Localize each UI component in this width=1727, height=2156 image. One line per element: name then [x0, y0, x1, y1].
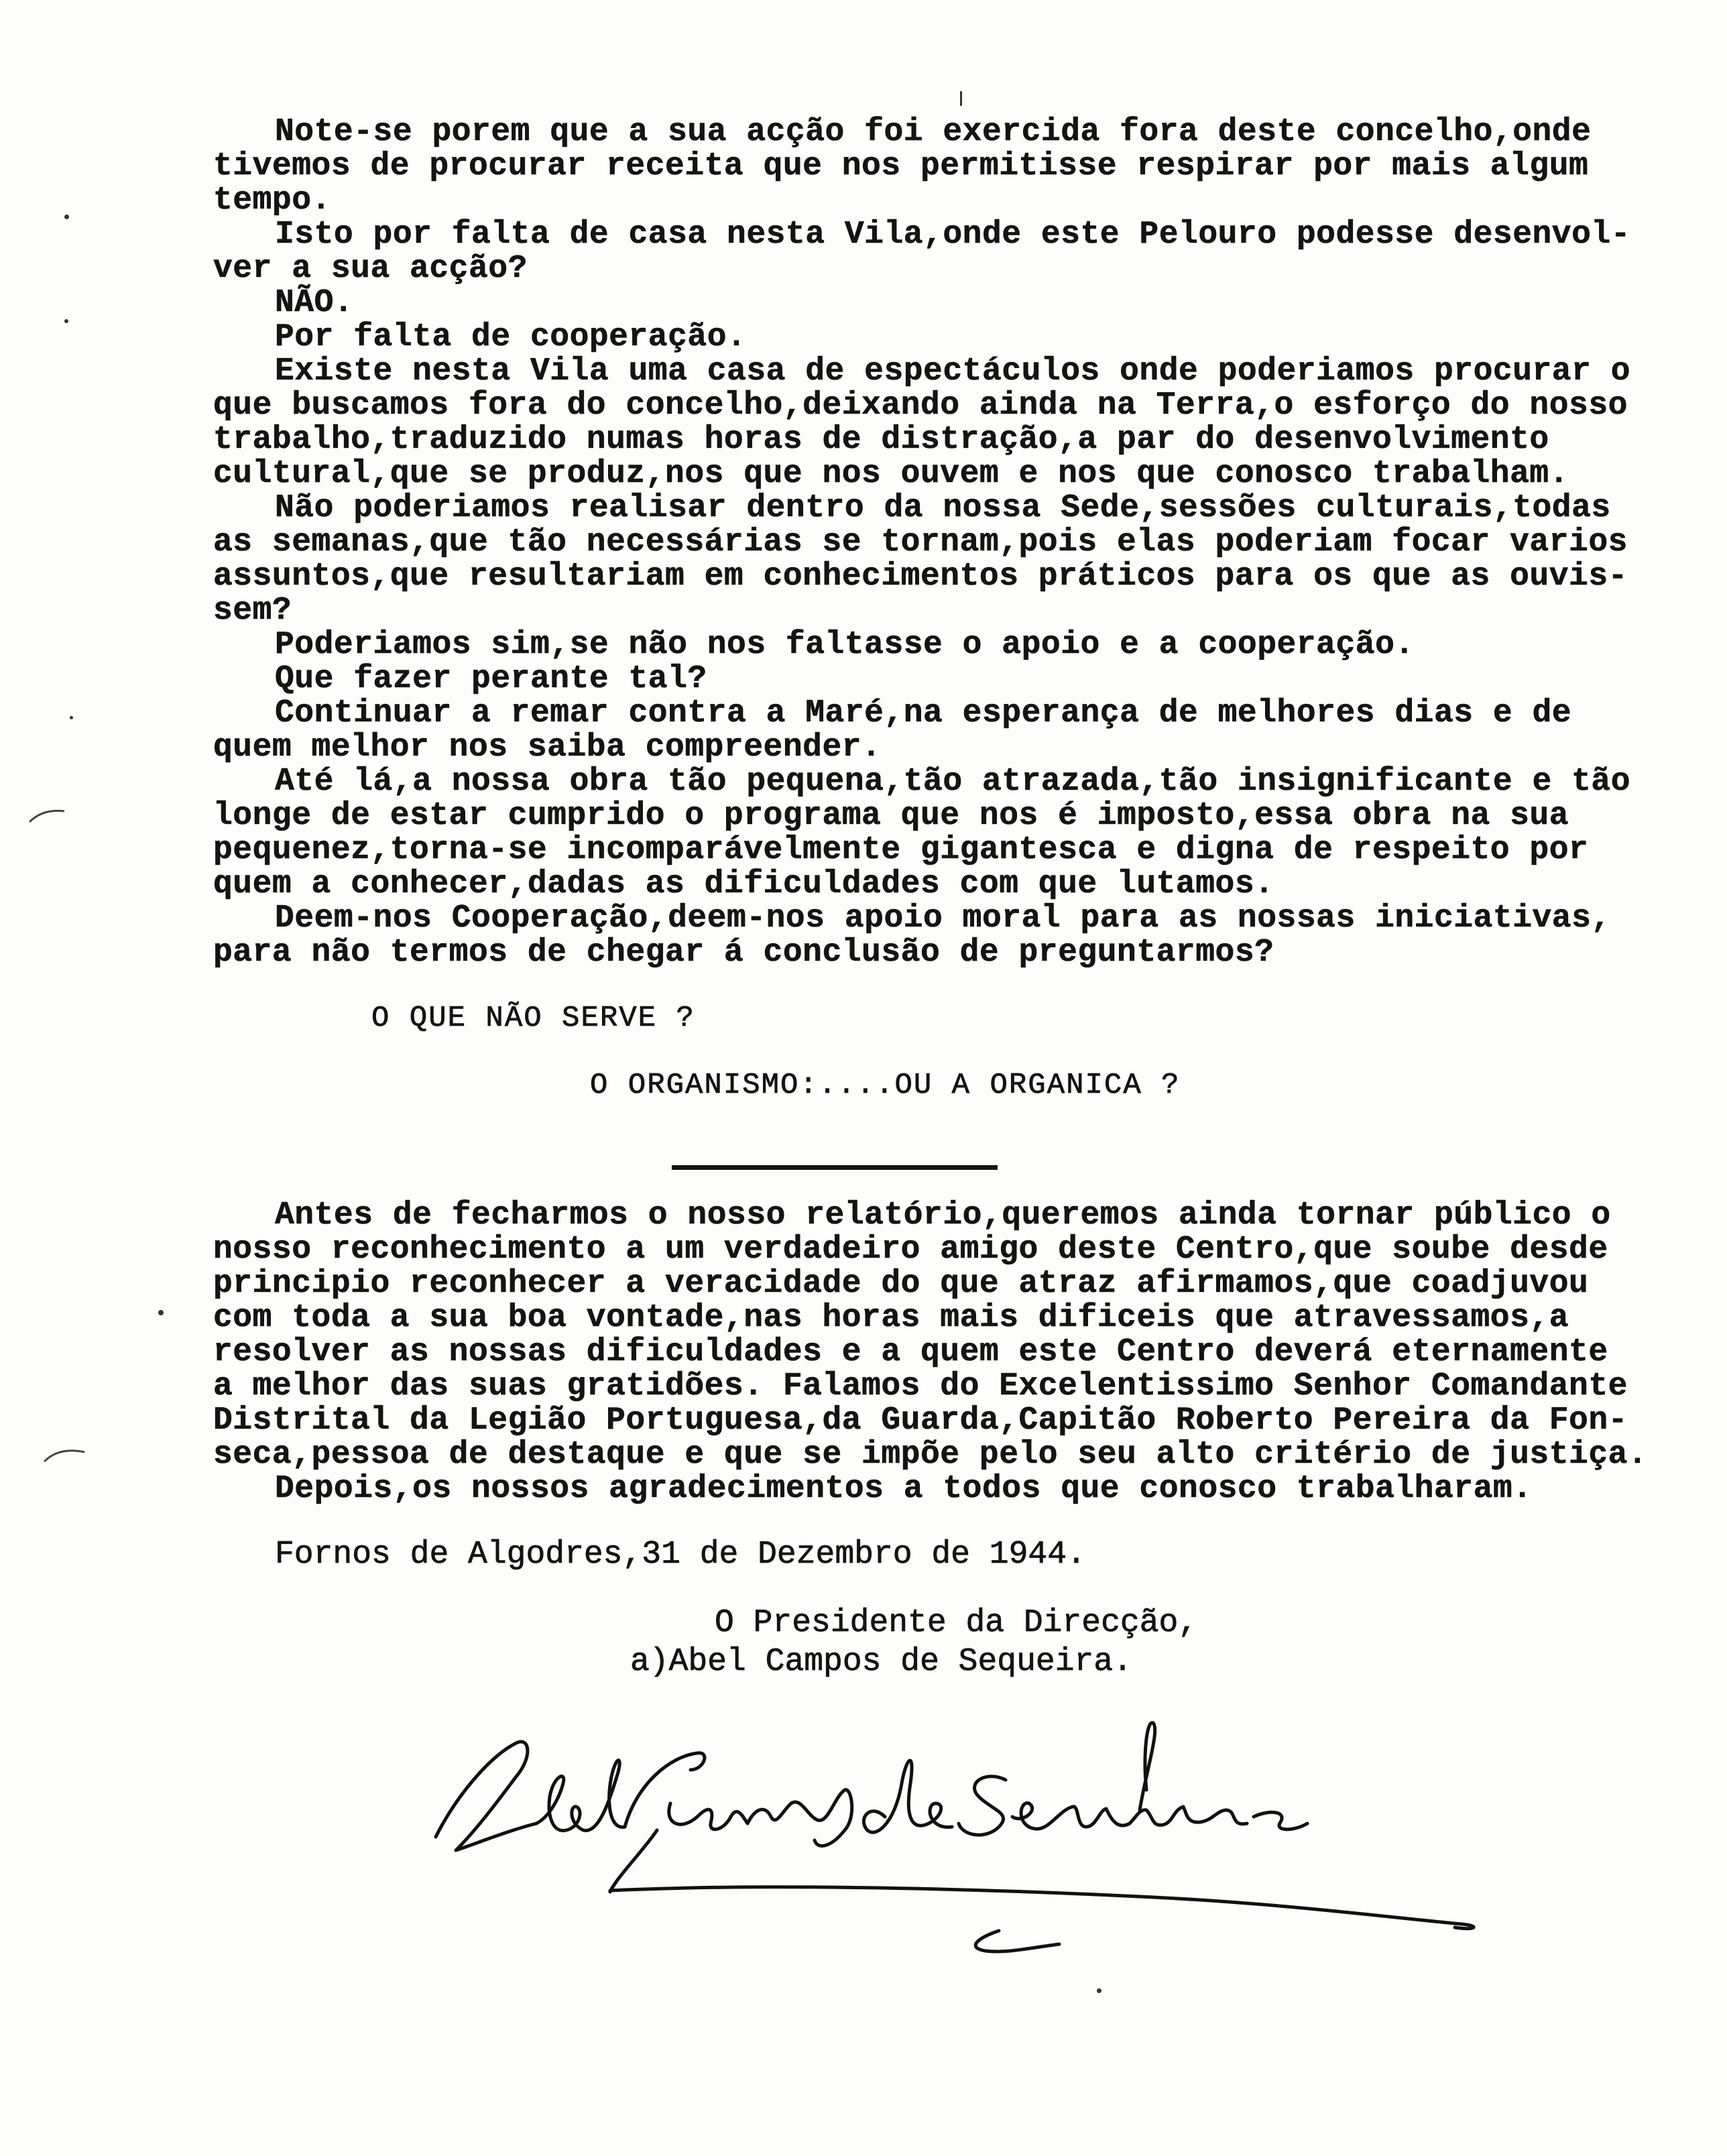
- signatory-title: O Presidente da Direcção,: [715, 1605, 1198, 1641]
- body-paragraph: [213, 491, 1688, 628]
- body-paragraph: [213, 355, 1688, 491]
- body-line: as semanas,que tão necessárias se tornam,pois elas poderiam focar varios: [213, 524, 1628, 560]
- scan-speck: [960, 91, 962, 106]
- body-line: cultural,que se produz,nos que nos ouvem e nos que conosco trabalham.: [213, 456, 1569, 492]
- body-line: Não poderiamos realisar dentro da nossa Sede,sessões culturais,todas: [275, 490, 1611, 526]
- body-paragraph: [213, 115, 1688, 218]
- handwritten-signature: [416, 1716, 1515, 1998]
- body-line: Isto por falta de casa nesta Vila,onde este Pelouro podesse desenvol-: [275, 217, 1631, 253]
- body-line: tempo.: [213, 182, 331, 219]
- body-line: Por falta de cooperação.: [275, 319, 747, 355]
- body-line: Note-se porem que a sua acção foi exercida fora deste concelho,onde: [275, 114, 1592, 150]
- body-line: quem melhor nos saiba compreender.: [213, 729, 882, 766]
- body-line: ver a sua acção?: [213, 251, 528, 287]
- body-line: Até lá,a nossa obra tão pequena,tão atrazada,tão insignificante e tão: [275, 764, 1631, 800]
- body-paragraph: [213, 218, 1688, 286]
- body-paragraph: [213, 697, 1688, 765]
- body-line: NÃO.: [275, 285, 354, 321]
- margin-mark: [42, 1441, 88, 1468]
- section-divider: [672, 1165, 998, 1170]
- body-paragraph: [213, 902, 1688, 970]
- body-line: Poderiamos sim,se não nos faltasse o apoio e a cooperação.: [275, 627, 1415, 663]
- body-line: trabalho,traduzido numas horas de distração,a par do desenvolvimento: [213, 422, 1549, 458]
- closing-line: seca,pessoa de destaque e que se impõe pelo seu alto critério de justiça.: [213, 1437, 1648, 1473]
- scan-speck: [158, 1310, 164, 1315]
- body-line: para não termos de chegar á conclusão de preguntarmos?: [213, 935, 1274, 971]
- closing-line: resolver as nossas dificuldades e a quem este Centro deverá eternamente: [213, 1334, 1608, 1370]
- closing-body: [213, 1199, 1715, 1506]
- scan-speck: [64, 215, 69, 219]
- closing-paragraph: [213, 1199, 1715, 1472]
- closing-line: nosso reconhecimento a um verdadeiro amigo deste Centro,que soube desde: [213, 1232, 1608, 1268]
- place-date: Fornos de Algodres,31 de Dezembro de 1944.: [275, 1537, 1086, 1573]
- report-body: [213, 115, 1688, 970]
- question-line-2: O ORGANISMO:....OU A ORGANICA ?: [590, 1069, 1181, 1102]
- body-line: que buscamos fora do concelho,deixando ainda na Terra,o esforço do nosso: [213, 387, 1628, 424]
- body-line: longe de estar cumprido o programa que nos é imposto,essa obra na sua: [213, 798, 1569, 834]
- body-paragraph: [213, 628, 1688, 662]
- body-line: Existe nesta Vila uma casa de espectáculos onde poderiamos procurar o: [275, 353, 1631, 390]
- scan-speck: [70, 716, 73, 719]
- closing-line: Distrital da Legião Portuguesa,da Guarda,Capitão Roberto Pereira da Fon-: [213, 1402, 1628, 1439]
- closing-line: Depois,os nossos agradecimentos a todos que conosco trabalharam.: [275, 1471, 1533, 1507]
- closing-line: a melhor das suas gratidões. Falamos do Excelentissimo Senhor Comandante: [213, 1368, 1628, 1404]
- body-line: Deem-nos Cooperação,deem-nos apoio moral para as nossas iniciativas,: [275, 900, 1611, 937]
- body-paragraph: [213, 320, 1688, 355]
- closing-line: Antes de fecharmos o nosso relatório,queremos ainda tornar público o: [275, 1197, 1611, 1234]
- body-line: Continuar a remar contra a Maré,na esperança de melhores dias e de: [275, 695, 1572, 731]
- question-line-1: O QUE NÃO SERVE ?: [371, 1002, 695, 1035]
- body-line: quem a conhecer,dadas as dificuldades com que lutamos.: [213, 866, 1274, 902]
- body-line: assuntos,que resultariam em conhecimentos práticos para os que as ouvis-: [213, 558, 1628, 595]
- closing-paragraph: [213, 1472, 1715, 1506]
- body-paragraph: [213, 662, 1688, 697]
- margin-mark: [27, 802, 67, 829]
- body-line: Que fazer perante tal?: [275, 661, 707, 697]
- body-line: sem?: [213, 593, 292, 629]
- body-line: pequenez,torna-se incomparávelmente gigantesca e digna de respeito por: [213, 832, 1589, 868]
- body-paragraph: [213, 765, 1688, 902]
- closing-line: com toda a sua boa vontade,nas horas mais dificeis que atravessamos,a: [213, 1300, 1569, 1336]
- body-line: tivemos de procurar receita que nos permitisse respirar por mais algum: [213, 148, 1589, 184]
- signatory-name: a)Abel Campos de Sequeira.: [630, 1644, 1132, 1680]
- closing-line: principio reconhecer a veracidade do que atraz afirmamos,que coadjuvou: [213, 1266, 1589, 1302]
- body-paragraph: [213, 286, 1688, 320]
- scan-speck: [64, 319, 68, 323]
